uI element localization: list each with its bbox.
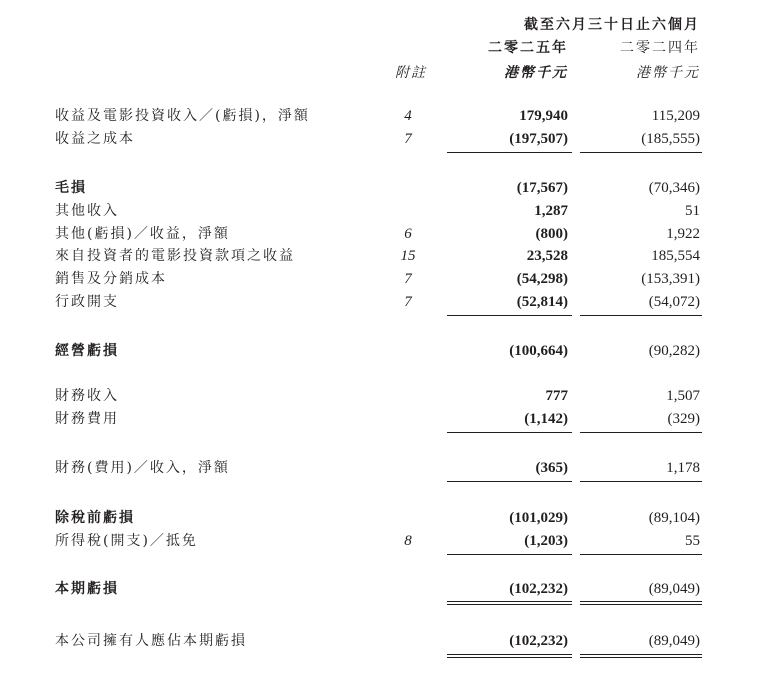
row-value-prior: (54,072) bbox=[648, 294, 700, 310]
table-row bbox=[0, 245, 764, 267]
table-row bbox=[0, 200, 764, 222]
subtotal-rule bbox=[580, 481, 702, 482]
row-label: 本期虧損 bbox=[55, 581, 119, 597]
row-label: 財務收入 bbox=[55, 388, 119, 404]
table-row bbox=[0, 507, 764, 529]
row-label: 來自投資者的電影投資款項之收益 bbox=[55, 248, 295, 264]
row-value-prior: 1,922 bbox=[666, 226, 700, 242]
row-label: 財務(費用)／收入，淨額 bbox=[55, 460, 230, 476]
row-label: 其他(虧損)／收益，淨額 bbox=[55, 226, 230, 242]
row-label: 除稅前虧損 bbox=[55, 510, 135, 526]
row-value-prior: 115,209 bbox=[651, 108, 700, 124]
row-value-current: (1,142) bbox=[524, 411, 568, 427]
row-value-prior: (89,104) bbox=[648, 510, 700, 526]
table-row bbox=[0, 291, 764, 313]
row-label: 其他收入 bbox=[55, 203, 119, 219]
row-value-current: (100,664) bbox=[509, 343, 568, 359]
row-note: 6 bbox=[404, 226, 412, 242]
table-row bbox=[0, 268, 764, 290]
row-label: 經營虧損 bbox=[55, 343, 119, 359]
row-value-current: (800) bbox=[535, 226, 568, 242]
subtotal-rule bbox=[580, 432, 702, 433]
subtotal-rule bbox=[580, 554, 702, 555]
subtotal-rule bbox=[447, 315, 572, 316]
total-double-rule bbox=[580, 601, 702, 605]
table-row bbox=[0, 223, 764, 245]
row-value-current: 23,528 bbox=[526, 248, 568, 264]
row-value-prior: (153,391) bbox=[641, 271, 700, 287]
subtotal-rule bbox=[580, 152, 702, 153]
row-value-current: (54,298) bbox=[516, 271, 568, 287]
subtotal-rule bbox=[447, 554, 572, 555]
row-label: 所得稅(開支)／抵免 bbox=[55, 533, 198, 549]
row-label: 收益之成本 bbox=[55, 131, 135, 147]
row-value-current: (17,567) bbox=[516, 180, 568, 196]
total-double-rule bbox=[447, 654, 572, 658]
table-row bbox=[0, 530, 764, 552]
row-note: 15 bbox=[400, 248, 416, 264]
row-value-current: 1,287 bbox=[534, 203, 568, 219]
table-row bbox=[0, 177, 764, 199]
unit-current-header: 港幣千元 bbox=[504, 65, 568, 81]
table-row bbox=[0, 385, 764, 407]
row-value-current: 179,940 bbox=[519, 108, 568, 124]
row-value-current: 777 bbox=[545, 388, 568, 404]
row-label: 毛損 bbox=[55, 180, 87, 196]
period-header: 截至六月三十日止六個月 bbox=[524, 17, 700, 33]
table-row bbox=[0, 630, 764, 652]
year-current-header: 二零二五年 bbox=[488, 40, 568, 56]
row-value-prior: 1,507 bbox=[666, 388, 700, 404]
total-double-rule bbox=[580, 654, 702, 658]
row-label: 銷售及分銷成本 bbox=[55, 271, 167, 287]
table-row bbox=[0, 105, 764, 127]
row-value-prior: (89,049) bbox=[648, 633, 700, 649]
row-note: 7 bbox=[404, 294, 412, 310]
row-value-current: (101,029) bbox=[509, 510, 568, 526]
row-label: 本公司擁有人應佔本期虧損 bbox=[55, 633, 247, 649]
row-value-prior: (185,555) bbox=[641, 131, 700, 147]
row-value-prior: 51 bbox=[685, 203, 700, 219]
row-value-prior: (89,049) bbox=[648, 581, 700, 597]
row-note: 7 bbox=[404, 271, 412, 287]
row-note: 8 bbox=[404, 533, 412, 549]
unit-prior-header: 港幣千元 bbox=[636, 65, 700, 81]
subtotal-rule bbox=[447, 481, 572, 482]
row-value-current: (52,814) bbox=[516, 294, 568, 310]
row-value-prior: (90,282) bbox=[648, 343, 700, 359]
year-prior-header: 二零二四年 bbox=[620, 40, 700, 56]
row-value-current: (102,232) bbox=[509, 633, 568, 649]
row-value-current: (197,507) bbox=[509, 131, 568, 147]
row-note: 7 bbox=[404, 131, 412, 147]
row-note: 4 bbox=[404, 108, 412, 124]
row-label: 收益及電影投資收入／(虧損)，淨額 bbox=[55, 108, 310, 124]
subtotal-rule bbox=[447, 152, 572, 153]
note-column-header: 附註 bbox=[395, 65, 427, 81]
table-row bbox=[0, 408, 764, 430]
table-row bbox=[0, 128, 764, 150]
row-value-prior: 1,178 bbox=[666, 460, 700, 476]
table-row bbox=[0, 340, 764, 362]
row-value-prior: 55 bbox=[685, 533, 700, 549]
table-row bbox=[0, 578, 764, 600]
row-label: 行政開支 bbox=[55, 294, 119, 310]
row-value-prior: (70,346) bbox=[648, 180, 700, 196]
row-label: 財務費用 bbox=[55, 411, 119, 427]
subtotal-rule bbox=[447, 432, 572, 433]
table-row bbox=[0, 457, 764, 479]
total-double-rule bbox=[447, 601, 572, 605]
row-value-current: (1,203) bbox=[524, 533, 568, 549]
row-value-current: (102,232) bbox=[509, 581, 568, 597]
subtotal-rule bbox=[580, 315, 702, 316]
row-value-current: (365) bbox=[535, 460, 568, 476]
row-value-prior: 185,554 bbox=[651, 248, 700, 264]
row-value-prior: (329) bbox=[667, 411, 700, 427]
